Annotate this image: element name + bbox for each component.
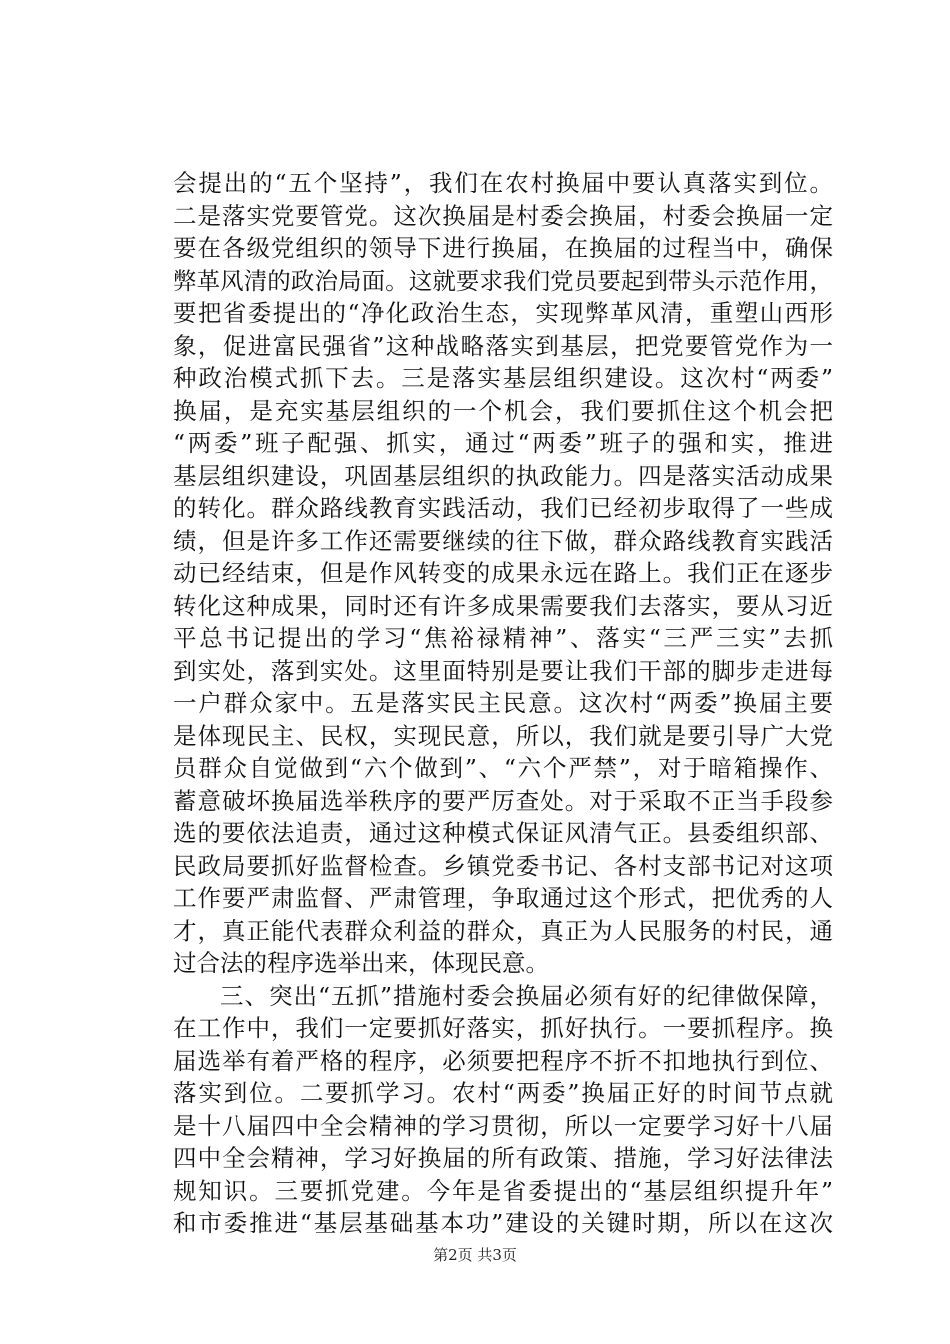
- text-line: 规知识。三要抓党建。今年是省委提出的“基层组织提升年”: [173, 1176, 833, 1205]
- text-line: 二是落实党要管党。这次换届是村委会换届，村委会换届一定: [173, 201, 833, 230]
- text-line: 是体现民主、民权，实现民意，所以，我们就是要引导广大党: [173, 721, 833, 750]
- body-text: [173, 167, 833, 1240]
- text-line: 员群众自觉做到“六个做到”、“六个严禁”，对于暗箱操作、: [173, 754, 833, 782]
- text-line: 在工作中，我们一定要抓好落实，抓好执行。一要抓程序。换: [173, 1014, 833, 1042]
- text-line: 平总书记提出的学习“焦裕禄精神”、落实“三严三实”去抓: [173, 624, 833, 652]
- text-line: 届选举有着严格的程序，必须要把程序不折不扣地执行到位、: [173, 1046, 833, 1075]
- text-line: 的转化。群众路线教育实践活动，我们已经初步取得了一些成: [173, 494, 833, 522]
- text-line: 动已经结束，但是作风转变的成果永远在路上。我们正在逐步: [173, 559, 833, 587]
- paragraph-start-line: 三、突出“五抓”措施村委会换届必须有好的纪律做保障，: [220, 981, 833, 1010]
- text-line: 会提出的“五个坚持”，我们在农村换届中要认真落实到位。: [173, 169, 833, 197]
- text-line: 象，促进富民强省”这种战略落实到基层，把党要管党作为一: [173, 331, 833, 360]
- text-line: 工作要严肃监督、严肃管理，争取通过这个形式，把优秀的人: [173, 884, 833, 912]
- text-line: 到实处，落到实处。这里面特别是要让我们干部的脚步走进每: [173, 656, 833, 685]
- text-line: 种政治模式抓下去。三是落实基层组织建设。这次村“两委”: [173, 364, 833, 392]
- text-line: 一户群众家中。五是落实民主民意。这次村“两委”换届主要: [173, 689, 833, 717]
- text-line: 是十八届四中全会精神的学习贯彻，所以一定要学习好十八届: [173, 1111, 833, 1140]
- text-line: 绩，但是许多工作还需要继续的往下做，群众路线教育实践活: [173, 526, 833, 555]
- text-line: 基层组织建设，巩固基层组织的执政能力。四是落实活动成果: [173, 461, 833, 490]
- page-footer: 第2页 共3页: [433, 1246, 517, 1264]
- text-line: 才，真正能代表群众利益的群众，真正为人民服务的村民，通: [173, 916, 833, 945]
- text-line: 要把省委提出的“净化政治生态，实现弊革风清，重塑山西形: [173, 299, 833, 327]
- text-line: 民政局要抓好监督检查。乡镇党委书记、各村支部书记对这项: [173, 851, 833, 880]
- text-line: “两委”班子配强、抓实，通过“两委”班子的强和实，推进: [173, 429, 833, 457]
- text-line: 要在各级党组织的领导下进行换届，在换届的过程当中，确保: [173, 234, 833, 262]
- text-line: 转化这种成果，同时还有许多成果需要我们去落实，要从习近: [173, 591, 833, 620]
- text-line: 弊革风清的政治局面。这就要求我们党员要起到带头示范作用，: [173, 266, 833, 295]
- text-line: 选的要依法追责，通过这种模式保证风清气正。县委组织部、: [173, 819, 833, 847]
- paragraph-end-line: 过合法的程序选举出来，体现民意。: [173, 949, 549, 977]
- text-line: 换届，是充实基层组织的一个机会，我们要抓住这个机会把: [173, 396, 833, 425]
- text-line: 四中全会精神，学习好换届的所有政策、措施，学习好法律法: [173, 1144, 833, 1172]
- text-line: 和市委推进“基层基础基本功”建设的关键时期，所以在这次: [173, 1209, 833, 1237]
- text-line: 蓄意破坏换届选举秩序的要严厉查处。对于采取不正当手段参: [173, 786, 833, 815]
- text-line: 落实到位。二要抓学习。农村“两委”换届正好的时间节点就: [173, 1079, 833, 1107]
